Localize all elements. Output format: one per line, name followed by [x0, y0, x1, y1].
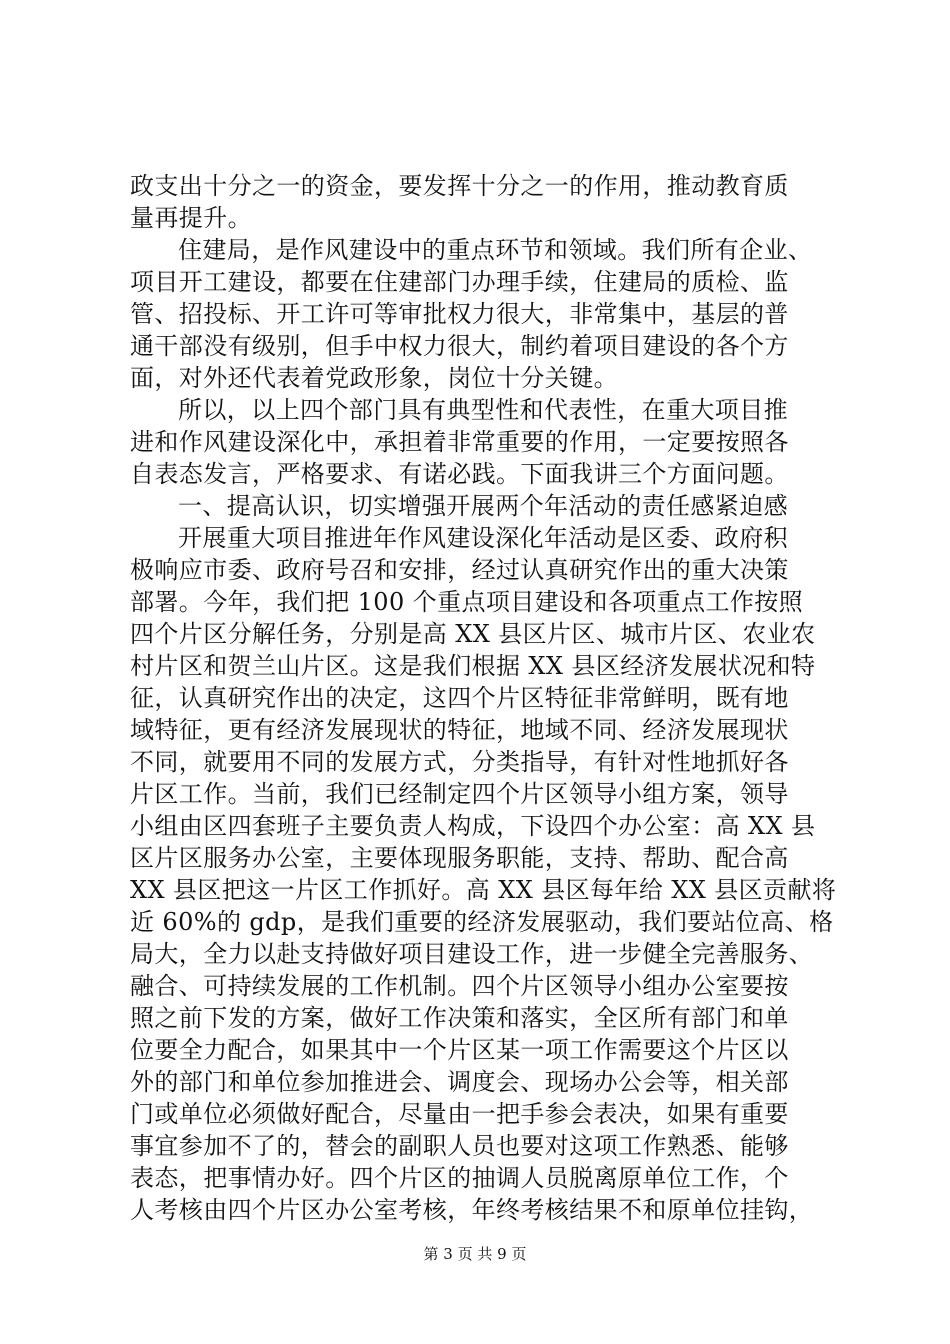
text-line: 自表态发言，严格要求、有诺必践。下面我讲三个方面问题。 [130, 460, 789, 488]
paragraph-first-line: 开展重大项目推进年作风建设深化年活动是区委、政府积 [178, 524, 788, 552]
text-line: 位要全力配合，如果其中一个片区某一项工作需要这个片区以 [130, 1036, 789, 1064]
text-line: 外的部门和单位参加推进会、调度会、现场办公会等，相关部 [130, 1068, 789, 1096]
text-line: 管、招投标、开工许可等审批权力很大，非常集中，基层的普 [130, 300, 789, 328]
text-line: 通干部没有级别，但手中权力很大，制约着项目建设的各个方 [130, 332, 789, 360]
text-line: 近 60%的 gdp，是我们重要的经济发展驱动，我们要站位高、格 [130, 908, 834, 936]
text-line: 片区工作。当前，我们已经制定四个片区领导小组方案，领导 [130, 780, 789, 808]
text-line: 政支出十分之一的资金，要发挥十分之一的作用，推动教育质 [130, 172, 789, 200]
text-line: 不同，就要用不同的发展方式，分类指导，有针对性地抓好各 [130, 748, 789, 776]
paragraph-first-line: 一、提高认识，切实增强开展两个年活动的责任感紧迫感 [178, 492, 788, 520]
text-line: 人考核由四个片区办公室考核，年终考核结果不和原单位挂钩， [130, 1196, 814, 1224]
text-line: 部署。今年，我们把 100 个重点项目建设和各项重点工作按照 [130, 588, 804, 616]
text-line: 局大，全力以赴支持做好项目建设工作，进一步健全完善服务、 [130, 940, 814, 968]
text-line: 征，认真研究作出的决定，这四个片区特征非常鲜明，既有地 [130, 684, 789, 712]
text-line: 事宜参加不了的，替会的副职人员也要对这项工作熟悉、能够 [130, 1132, 789, 1160]
document-body [130, 170, 837, 1226]
text-line: 照之前下发的方案，做好工作决策和落实，全区所有部门和单 [130, 1004, 789, 1032]
text-line: 进和作风建设深化中，承担着非常重要的作用，一定要按照各 [130, 428, 789, 456]
page-number-footer: 第 3 页 共 9 页 [423, 1245, 527, 1263]
text-line: 小组由区四套班子主要负责人构成，下设四个办公室：高 XX 县 [130, 812, 816, 840]
text-line: 村片区和贺兰山片区。这是我们根据 XX 县区经济发展状况和特 [130, 652, 816, 680]
text-line: 域特征，更有经济发展现状的特征，地域不同、经济发展现状 [130, 716, 789, 744]
paragraph-first-line: 所以，以上四个部门具有典型性和代表性，在重大项目推 [178, 396, 788, 424]
text-line: 四个片区分解任务，分别是高 XX 县区片区、城市片区、农业农 [130, 620, 816, 648]
text-line: 门或单位必须做好配合，尽量由一把手参会表决，如果有重要 [130, 1100, 789, 1128]
text-line: 量再提升。 [130, 204, 252, 232]
text-line: 表态，把事情办好。四个片区的抽调人员脱离原单位工作，个 [130, 1164, 789, 1192]
text-line: XX 县区把这一片区工作抓好。高 XX 县区每年给 XX 县区贡献将 [130, 876, 837, 904]
text-line: 项目开工建设，都要在住建部门办理手续，住建局的质检、监 [130, 268, 789, 296]
text-line: 极响应市委、政府号召和安排，经过认真研究作出的重大决策 [130, 556, 789, 584]
paragraph-first-line: 住建局，是作风建设中的重点环节和领域。我们所有企业、 [178, 236, 813, 264]
text-line: 区片区服务办公室，主要体现服务职能，支持、帮助、配合高 [130, 844, 789, 872]
text-line: 面，对外还代表着党政形象，岗位十分关键。 [130, 364, 618, 392]
text-line: 融合、可持续发展的工作机制。四个片区领导小组办公室要按 [130, 972, 789, 1000]
